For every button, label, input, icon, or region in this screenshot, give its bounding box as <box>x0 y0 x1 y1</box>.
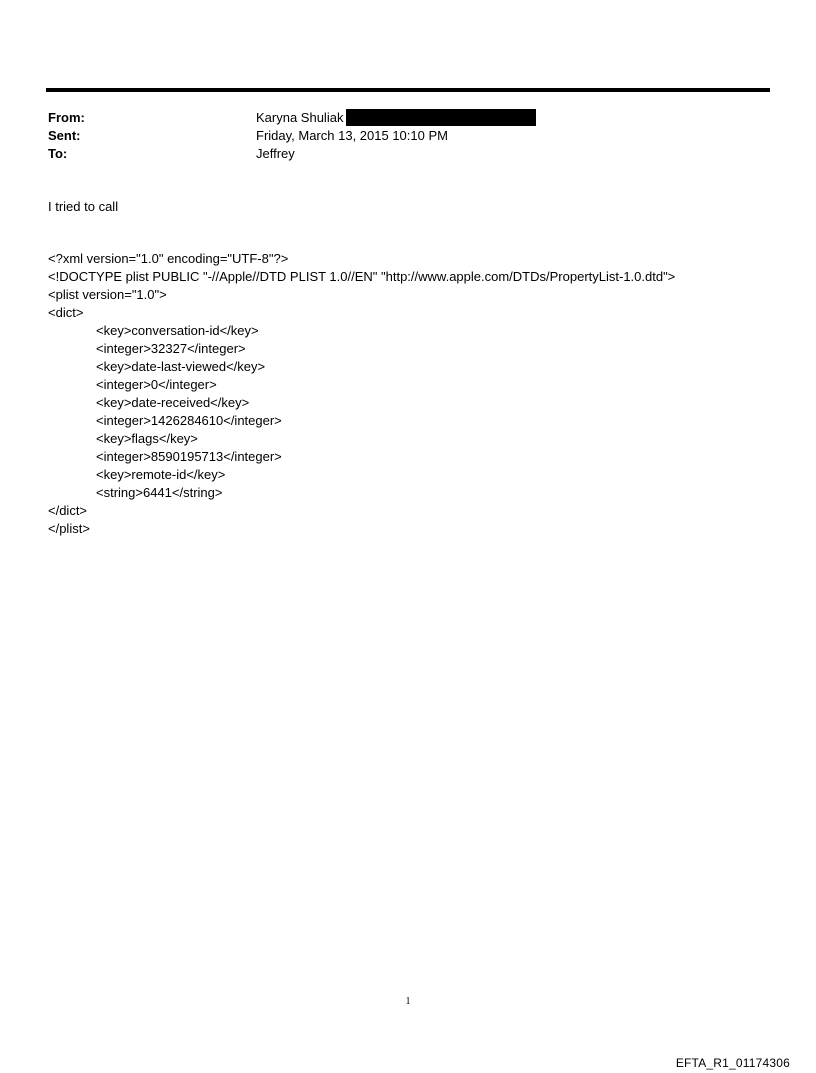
code-line: <plist version="1.0"> <box>48 287 167 302</box>
bates-number: EFTA_R1_01174306 <box>675 1056 790 1070</box>
code-line: <key>remote-id</key> <box>96 467 226 482</box>
code-line: <integer>32327</integer> <box>96 341 246 356</box>
redaction-box <box>346 109 536 126</box>
code-line: <integer>1426284610</integer> <box>96 413 282 428</box>
sent-row <box>48 127 768 145</box>
code-line: </plist> <box>48 521 90 536</box>
code-line: <string>6441</string> <box>96 485 223 500</box>
message-body: I tried to call <box>48 199 119 214</box>
sent-value: Friday, March 13, 2015 10:10 PM <box>256 128 448 143</box>
code-line: <!DOCTYPE plist PUBLIC "-//Apple//DTD PLIST 1.0//EN" "http://www.apple.com/DTDs/PropertyList-1.0.dtd"> <box>48 269 676 284</box>
from-value-container <box>256 109 536 127</box>
from-value: Karyna Shuliak <box>256 110 344 125</box>
code-line: <?xml version="1.0" encoding="UTF-8"?> <box>48 251 289 266</box>
to-row <box>48 145 768 163</box>
page-number: 1 <box>405 996 411 1007</box>
code-line: <key>flags</key> <box>96 431 198 446</box>
to-value: Jeffrey <box>256 146 295 161</box>
sent-label: Sent: <box>48 128 81 143</box>
code-line: <key>conversation-id</key> <box>96 323 259 338</box>
to-label: To: <box>48 146 68 161</box>
from-label: From: <box>48 110 85 125</box>
from-row <box>48 109 768 127</box>
code-line: <key>date-last-viewed</key> <box>96 359 266 374</box>
plist-code-block <box>48 250 768 538</box>
code-line: </dict> <box>48 503 88 518</box>
code-line: <integer>0</integer> <box>96 377 217 392</box>
header-rule <box>46 88 770 92</box>
code-line: <key>date-received</key> <box>96 395 250 410</box>
code-line: <dict> <box>48 305 84 320</box>
code-line: <integer>8590195713</integer> <box>96 449 282 464</box>
